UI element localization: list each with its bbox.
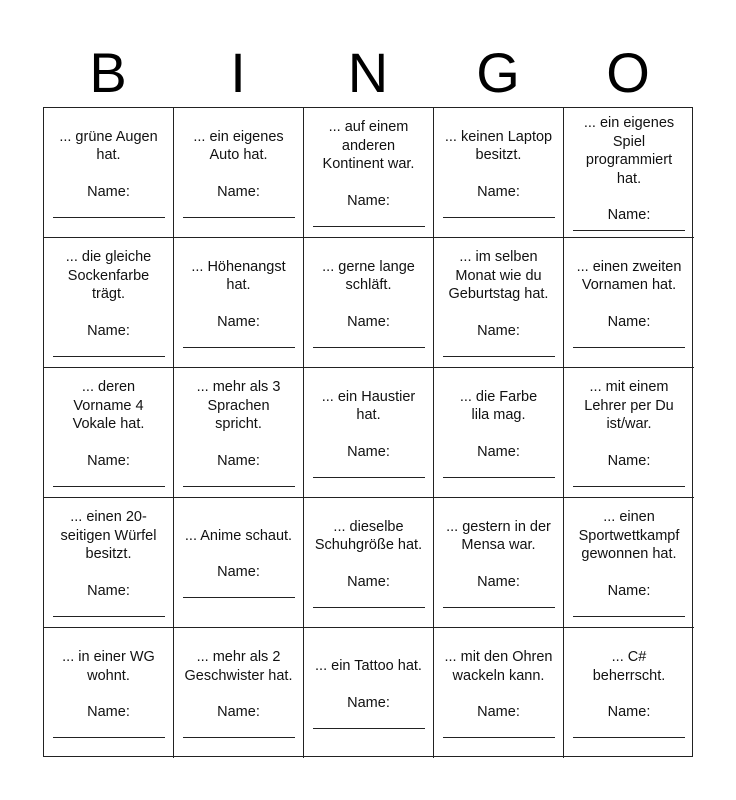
header-letter-o: O bbox=[606, 41, 650, 104]
bingo-cell[interactable] bbox=[304, 238, 434, 368]
name-write-line[interactable] bbox=[313, 712, 425, 729]
name-label: Name: bbox=[607, 313, 651, 330]
cell-prompt: ... ein eigenes Spiel programmiert hat. bbox=[583, 115, 675, 187]
name-label: Name: bbox=[477, 573, 520, 590]
name-write-line[interactable] bbox=[313, 461, 425, 478]
cell-prompt: ... Anime schaut. bbox=[184, 527, 293, 544]
name-write-line[interactable] bbox=[573, 331, 685, 348]
bingo-cell[interactable] bbox=[304, 108, 434, 238]
cell-prompt: ... dieselbe Schuhgröße hat. bbox=[314, 518, 423, 553]
name-write-line[interactable] bbox=[313, 591, 425, 608]
name-label: Name: bbox=[217, 183, 260, 200]
name-write-line[interactable] bbox=[183, 721, 295, 738]
bingo-cell[interactable] bbox=[174, 238, 304, 368]
name-label: Name: bbox=[607, 582, 651, 599]
name-label: Name: bbox=[347, 192, 390, 209]
name-write-line[interactable] bbox=[313, 210, 425, 227]
cell-prompt: ... mit den Ohren wackeln kann. bbox=[444, 649, 553, 684]
cell-prompt: ... in einer WG wohnt. bbox=[62, 649, 155, 684]
name-write-line[interactable] bbox=[53, 340, 165, 357]
name-write-line[interactable] bbox=[573, 224, 685, 231]
header-letter-g: G bbox=[476, 41, 520, 104]
bingo-cell[interactable] bbox=[44, 628, 174, 758]
name-write-line[interactable] bbox=[53, 470, 165, 487]
name-label: Name: bbox=[477, 704, 520, 720]
cell-prompt: ... auf einem anderen Kontinent war. bbox=[322, 119, 415, 173]
bingo-cell[interactable] bbox=[564, 498, 694, 628]
name-write-line[interactable] bbox=[183, 331, 295, 348]
name-label: Name: bbox=[87, 322, 130, 339]
bingo-cell[interactable] bbox=[434, 108, 564, 238]
name-write-line[interactable] bbox=[313, 331, 425, 348]
name-write-line[interactable] bbox=[443, 591, 555, 608]
cell-prompt: ... einen Sportwettkampf gewonnen hat. bbox=[578, 509, 680, 563]
cell-prompt: ... gestern in der Mensa war. bbox=[446, 518, 551, 553]
name-label: Name: bbox=[477, 183, 520, 200]
name-label: Name: bbox=[347, 443, 390, 460]
name-label: Name: bbox=[607, 452, 651, 469]
cell-prompt: ... einen 20- seitigen Würfel besitzt. bbox=[60, 509, 157, 563]
bingo-cell[interactable] bbox=[434, 498, 564, 628]
bingo-cell[interactable] bbox=[304, 368, 434, 498]
bingo-header bbox=[43, 38, 693, 108]
cell-prompt: ... deren Vorname 4 Vokale hat. bbox=[72, 379, 145, 433]
name-label: Name: bbox=[477, 322, 520, 339]
name-write-line[interactable] bbox=[443, 340, 555, 357]
cell-prompt: ... C# beherrscht. bbox=[592, 649, 666, 684]
name-label: Name: bbox=[87, 704, 130, 720]
name-label: Name: bbox=[217, 313, 260, 330]
name-write-line[interactable] bbox=[53, 721, 165, 738]
name-label: Name: bbox=[87, 452, 130, 469]
header-letter-n: N bbox=[347, 41, 389, 104]
header-letter-i: I bbox=[230, 41, 246, 104]
bingo-cell[interactable] bbox=[564, 368, 694, 498]
name-write-line[interactable] bbox=[443, 721, 555, 738]
bingo-cell[interactable] bbox=[564, 238, 694, 368]
cell-prompt: ... ein Haustier hat. bbox=[321, 388, 416, 423]
name-label: Name: bbox=[87, 582, 130, 599]
name-write-line[interactable] bbox=[573, 470, 685, 487]
name-write-line[interactable] bbox=[53, 600, 165, 617]
bingo-board bbox=[43, 107, 693, 757]
name-write-line[interactable] bbox=[183, 470, 295, 487]
bingo-cell[interactable] bbox=[304, 628, 434, 758]
cell-prompt: ... ein Tattoo hat. bbox=[315, 658, 422, 675]
name-label: Name: bbox=[347, 694, 390, 711]
bingo-cell[interactable] bbox=[434, 368, 564, 498]
cell-prompt: ... Höhenangst hat. bbox=[191, 258, 286, 293]
cell-prompt: ... die gleiche Sockenfarbe trägt. bbox=[65, 249, 152, 303]
bingo-cell[interactable] bbox=[44, 368, 174, 498]
header-letter-b: B bbox=[89, 41, 127, 104]
bingo-cell[interactable] bbox=[174, 368, 304, 498]
name-write-line[interactable] bbox=[443, 461, 555, 478]
bingo-cell[interactable] bbox=[174, 498, 304, 628]
name-label: Name: bbox=[477, 443, 520, 460]
name-label: Name: bbox=[217, 452, 260, 469]
name-write-line[interactable] bbox=[183, 581, 295, 598]
cell-prompt: ... grüne Augen hat. bbox=[59, 128, 158, 163]
cell-prompt: ... die Farbe lila mag. bbox=[459, 388, 538, 423]
name-label: Name: bbox=[217, 704, 260, 720]
cell-prompt: ... mit einem Lehrer per Du ist/war. bbox=[584, 379, 674, 433]
bingo-cell[interactable] bbox=[174, 108, 304, 238]
name-write-line[interactable] bbox=[53, 201, 165, 218]
name-write-line[interactable] bbox=[183, 201, 295, 218]
cell-prompt: ... mehr als 2 Geschwister hat. bbox=[184, 649, 293, 684]
bingo-cell[interactable] bbox=[44, 108, 174, 238]
name-label: Name: bbox=[347, 313, 390, 330]
name-write-line[interactable] bbox=[443, 201, 555, 218]
name-write-line[interactable] bbox=[573, 600, 685, 617]
name-label: Name: bbox=[217, 564, 260, 581]
bingo-cell[interactable] bbox=[564, 628, 694, 758]
bingo-cell[interactable] bbox=[434, 238, 564, 368]
cell-prompt: ... ein eigenes Auto hat. bbox=[193, 128, 284, 163]
bingo-cell[interactable] bbox=[434, 628, 564, 758]
cell-prompt: ... gerne lange schläft. bbox=[322, 258, 415, 293]
cell-prompt: ... keinen Laptop besitzt. bbox=[444, 128, 553, 163]
bingo-cell[interactable] bbox=[44, 498, 174, 628]
bingo-cell[interactable] bbox=[44, 238, 174, 368]
bingo-cell[interactable] bbox=[564, 108, 694, 238]
cell-prompt: ... mehr als 3 Sprachen spricht. bbox=[196, 379, 281, 433]
name-write-line[interactable] bbox=[573, 721, 685, 738]
cell-prompt: ... im selben Monat wie du Geburtstag hat. bbox=[448, 249, 549, 303]
name-label: Name: bbox=[607, 704, 651, 720]
name-label: Name: bbox=[347, 573, 390, 590]
bingo-cell[interactable] bbox=[174, 628, 304, 758]
bingo-cell[interactable] bbox=[304, 498, 434, 628]
name-label: Name: bbox=[87, 183, 130, 200]
cell-prompt: ... einen zweiten Vornamen hat. bbox=[576, 258, 682, 293]
name-label: Name: bbox=[607, 207, 651, 223]
